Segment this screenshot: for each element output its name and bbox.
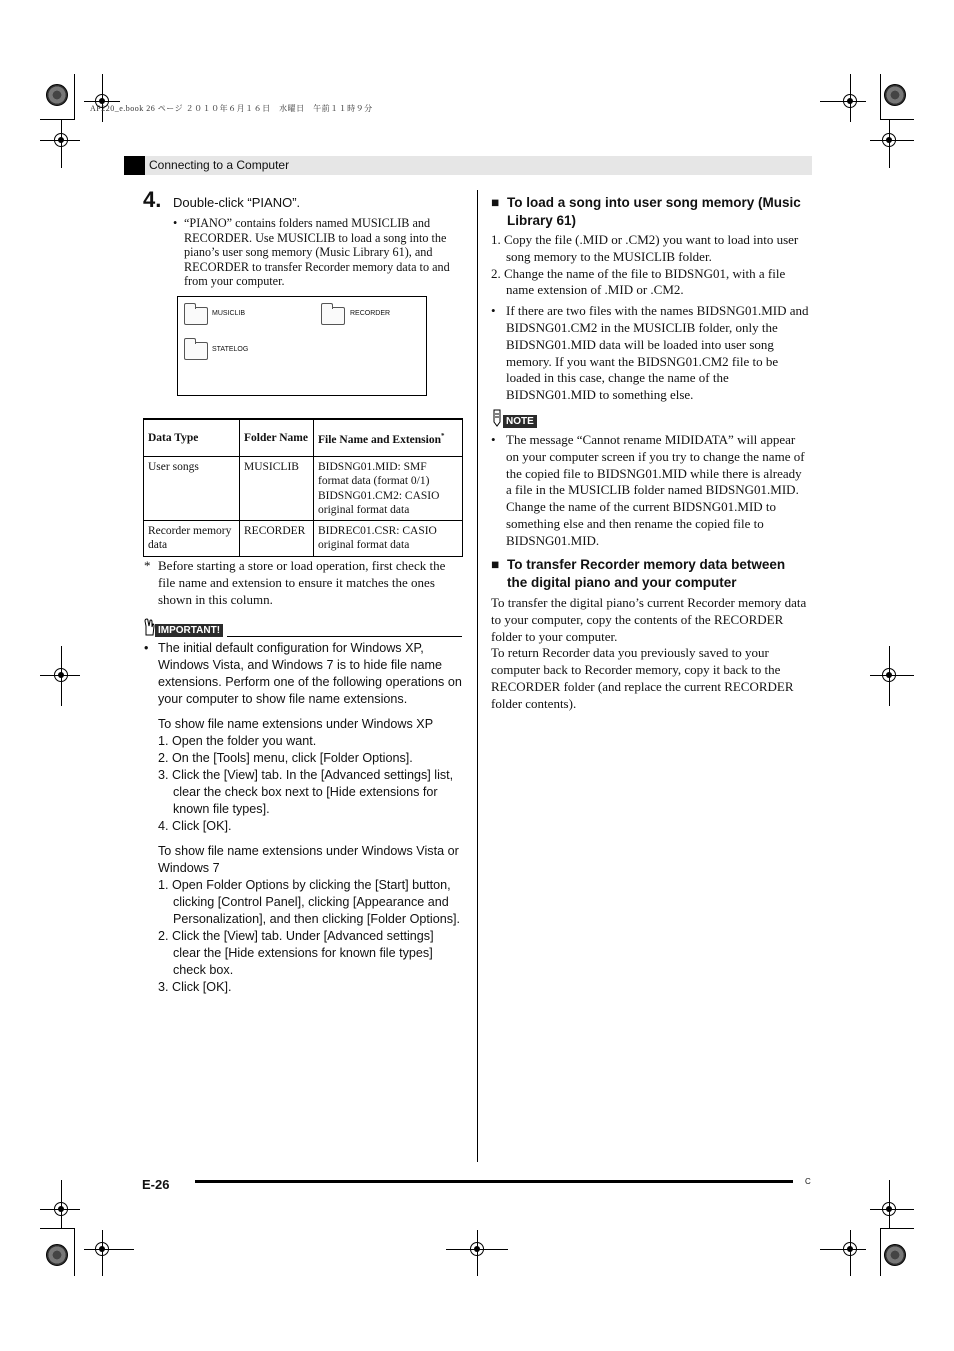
file-header: AP220_e.book 26 ページ ２０１０年６月１６日 水曜日 午前１１時９分 <box>90 104 373 113</box>
list-item: 1. Copy the file (.MID or .CM2) you want to load into user song memory to the MUSICLIB folder. <box>491 232 799 264</box>
table-row <box>144 457 463 521</box>
note-text: The message “Cannot rename MIDIDATA” will appear on your computer screen if you try to change the name of the copied file to BIDSNG01.MID while there is already a file in the MUSICLIB folder named BIDSNG01.MID. Change the name of the current BIDSNG01.MID to something else and then rename the copied file to BIDSNG01.MID. <box>506 432 805 548</box>
load-steps <box>491 232 809 404</box>
table-cell: Recorder memory data <box>144 521 240 557</box>
important-bullet <box>144 640 462 708</box>
important-text: The initial default configuration for Windows XP, Windows Vista, and Windows 7 is to hide file name extensions. Perform one of the following operations on your computer to show file name extensions. <box>158 641 462 706</box>
transfer-section-title: To transfer Recorder memory data between the digital piano and your computer <box>507 557 786 590</box>
table-cell: MUSICLIB <box>240 457 314 521</box>
list-item: 2. On the [Tools] menu, click [Folder Options]. <box>158 751 413 765</box>
registration-dial-icon <box>46 84 68 106</box>
registration-dial-icon <box>46 1244 68 1266</box>
table-footnote <box>144 558 462 608</box>
load-section-heading <box>491 194 809 230</box>
folder-label-statelog[interactable]: STATELOG <box>212 346 249 353</box>
square-marker-icon: ■ <box>491 557 500 572</box>
col-header-file-name-text: File Name and Extension <box>318 433 441 446</box>
square-marker-icon: ■ <box>491 195 500 210</box>
xp-instructions <box>158 716 462 835</box>
folder-icon[interactable] <box>184 342 208 360</box>
step-note <box>173 216 463 289</box>
list-item: 3. Click the [View] tab. In the [Advanced settings] list, clear the check box next to [Hide extensions for known file types]. <box>158 768 454 816</box>
important-rule <box>227 636 462 637</box>
footer-rule <box>195 1180 793 1183</box>
transfer-body <box>491 595 811 713</box>
important-badge: IMPORTANT! <box>155 624 223 637</box>
hand-pointer-icon <box>143 618 155 636</box>
vista-title: To show file name extensions under Windows Vista or Windows 7 <box>158 844 459 875</box>
table-cell: BIDREC01.CSR: CASIO original format data <box>314 521 463 557</box>
footer-mark: C <box>805 1177 811 1186</box>
section-title: Connecting to a Computer <box>149 158 290 172</box>
folder-icon[interactable] <box>321 307 345 325</box>
col-header-file-name <box>314 419 463 457</box>
list-item: 3. Click [OK]. <box>158 980 232 994</box>
step-note-text: “PIANO” contains folders named MUSICLIB and RECORDER. Use MUSICLIB to load a song into the piano’s user song memory (Music Library 61), and RECORDER to transfer Recorder memory data to and from your computer. <box>184 216 450 289</box>
folder-label-musiclib[interactable]: MUSICLIB <box>212 310 246 317</box>
table-cell: BIDSNG01.MID: SMF format data (format 0/1) BIDSNG01.CM2: CASIO original format data <box>314 457 463 521</box>
bullet: • <box>144 641 149 655</box>
registration-dial-icon <box>884 84 906 106</box>
table-cell: RECORDER <box>240 521 314 557</box>
footnote-mark: * <box>441 431 445 440</box>
list-item: 2. Click the [View] tab. Under [Advanced settings] clear the [Hide extensions for known file types] check box. <box>158 929 434 977</box>
section-header-bar <box>124 156 812 175</box>
folder-icon[interactable] <box>184 307 208 325</box>
load-section-title: To load a song into user song memory (Music Library 61) <box>507 195 801 228</box>
load-bullet-text: If there are two files with the names BIDSNG01.MID and BIDSNG01.CM2 in the MUSICLIB folder, only the BIDSNG01.MID data will be loaded into user song memory. If you want the BIDSNG01.CM2 file to be loaded in this case, change the name of the BIDSNG01.MID to something else. <box>506 303 809 403</box>
list-item: 2. Change the name of the file to BIDSNG01, with a file name extension of .MID or .CM2. <box>491 265 786 298</box>
note-bullet <box>491 432 809 550</box>
xp-title: To show file name extensions under Windows XP <box>158 717 434 731</box>
folder-window <box>177 296 427 396</box>
important-content <box>144 640 462 996</box>
note-badge: NOTE <box>503 415 537 428</box>
footnote-text: Before starting a store or load operation, first check the file name and extension to ensure it matches the ones shown in this column. <box>158 558 446 607</box>
page-number: E-26 <box>142 1177 170 1192</box>
step-number: 4. <box>143 187 162 212</box>
transfer-para-2: To return Recorder data you previously saved to your computer back to Recorder memory, copy it back to the RECORDER folder (and replace the current RECORDER folder contents). <box>491 645 794 711</box>
folder-label-recorder[interactable]: RECORDER <box>350 310 391 317</box>
table-cell: User songs <box>144 457 240 521</box>
bullet: • <box>491 303 496 319</box>
col-header-data-type: Data Type <box>144 419 240 457</box>
table-header-row <box>144 419 463 457</box>
header-block <box>124 156 145 175</box>
footnote-mark: * <box>144 558 151 573</box>
list-item: 1. Open the folder you want. <box>158 734 317 748</box>
file-table <box>143 418 463 557</box>
column-divider <box>477 190 478 1162</box>
transfer-para-1: To transfer the digital piano’s current Recorder memory data to your computer, copy the contents of the RECORDER folder to your computer. <box>491 595 807 644</box>
col-header-folder-name: Folder Name <box>240 419 314 457</box>
list-item: 1. Open Folder Options by clicking the [Start] button, clicking [Control Panel], clicking [Appearance and Personalization], and then clicking [Folder Options]. <box>158 878 461 926</box>
note-pencil-icon <box>491 409 503 427</box>
bullet: • <box>491 432 496 447</box>
list-item: 4. Click [OK]. <box>158 819 232 833</box>
registration-dial-icon <box>884 1244 906 1266</box>
bullet: • <box>173 216 178 230</box>
table-row <box>144 521 463 557</box>
transfer-section-heading <box>491 556 809 592</box>
vista-instructions <box>158 843 462 996</box>
load-bullet <box>491 303 809 404</box>
step-text: Double-click “PIANO”. <box>173 195 301 210</box>
